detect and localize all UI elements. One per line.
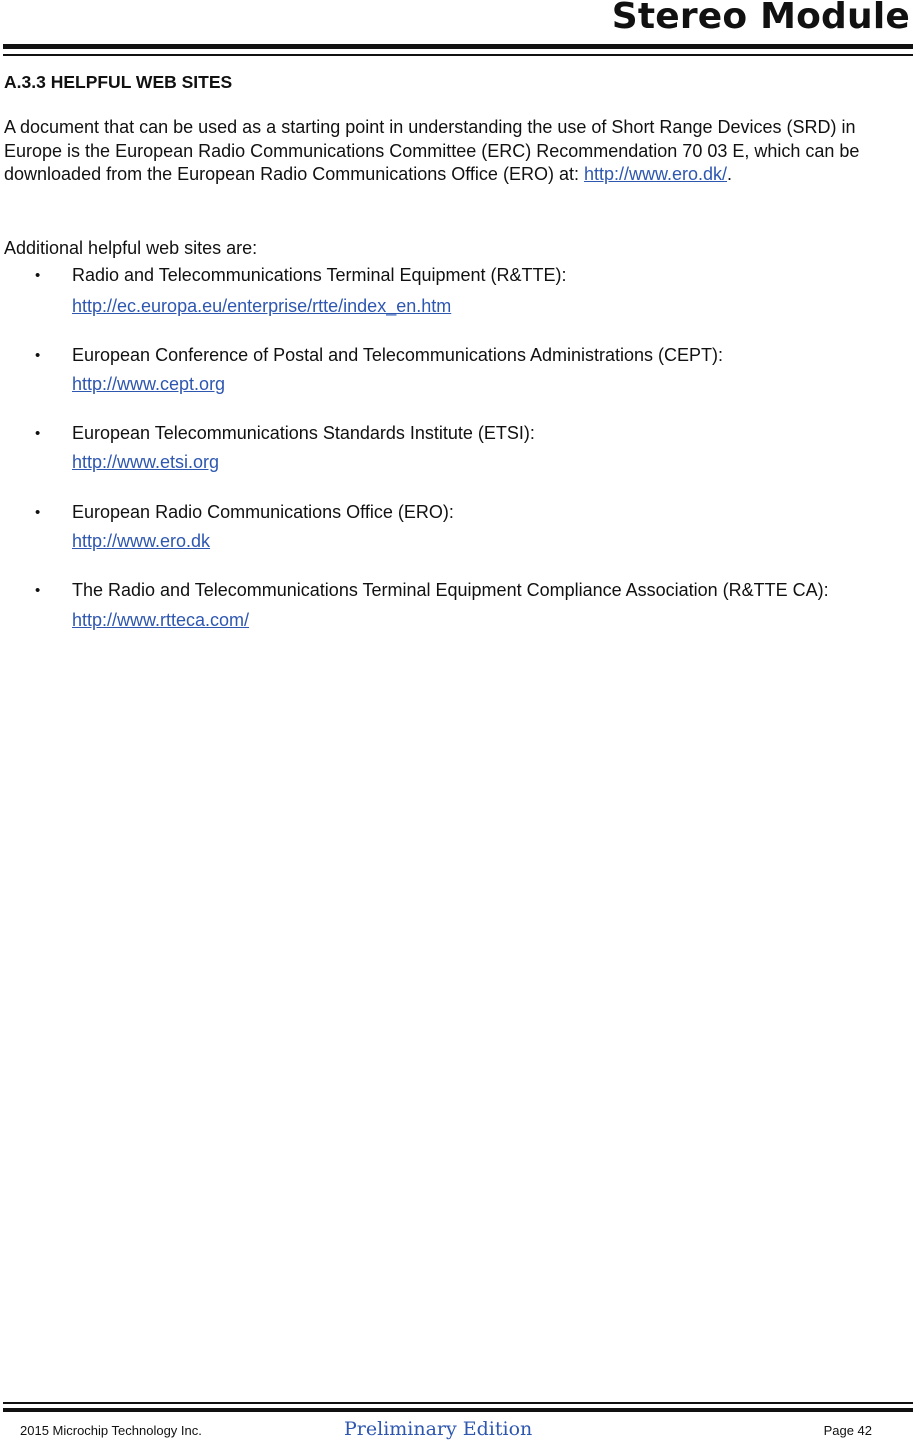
site-link[interactable]: http://www.rtteca.com/ [72, 610, 250, 630]
header-rule-thick [3, 44, 913, 49]
footer-copyright: 2015 Microchip Technology Inc. [20, 1423, 202, 1438]
site-item-ero [35, 501, 872, 553]
bullet-icon: • [35, 425, 41, 442]
section-heading: A.3.3 HELPFUL WEB SITES [4, 72, 233, 92]
site-link[interactable]: http://ec.europa.eu/enterprise/rtte/index_en.htm [72, 296, 452, 316]
site-item-etsi [35, 422, 872, 474]
site-name: Radio and Telecommunications Terminal Equipment (R&TTE): [72, 265, 567, 285]
site-name: European Conference of Postal and Telecommunications Administrations (CEPT): [72, 345, 723, 365]
site-link[interactable]: http://www.cept.org [72, 374, 226, 394]
site-item-cept [35, 344, 872, 396]
site-name: European Radio Communications Office (ERO): [72, 502, 454, 522]
header-rule-thin [3, 54, 913, 56]
page-header-title: Stereo Module [611, 0, 910, 37]
additional-sites-label: Additional helpful web sites are: [4, 238, 258, 258]
site-name: European Telecommunications Standards Institute (ETSI): [72, 423, 535, 443]
bullet-icon: • [35, 267, 41, 284]
footer-edition: Preliminary Edition [344, 1418, 533, 1440]
bullet-icon: • [35, 582, 41, 599]
footer-rule-thin [3, 1402, 913, 1404]
ero-intro-link[interactable]: http://www.ero.dk/ [583, 164, 728, 184]
site-name: The Radio and Telecommunications Terminal Equipment Compliance Association (R&TTE CA): [72, 580, 829, 600]
site-item-rtteca [35, 579, 852, 632]
footer-rule-thick [3, 1408, 913, 1412]
site-item-rtte [35, 264, 872, 318]
site-link[interactable]: http://www.ero.dk [72, 531, 211, 551]
intro-text: A document that can be used as a starting point in understanding the use of Short Range Devices (SRD) in Europe is the European Radio Communications Committee (ERC) Recommendation 70 03 E, which can be downloaded from the European Radio Communications Office (ERO) at: [4, 117, 860, 184]
intro-paragraph [4, 116, 864, 187]
bullet-icon: • [35, 347, 41, 364]
site-link[interactable]: http://www.etsi.org [72, 452, 220, 472]
bullet-icon: • [35, 504, 41, 521]
intro-end: . [727, 164, 733, 184]
footer-page-number: Page 42 [823, 1423, 872, 1438]
